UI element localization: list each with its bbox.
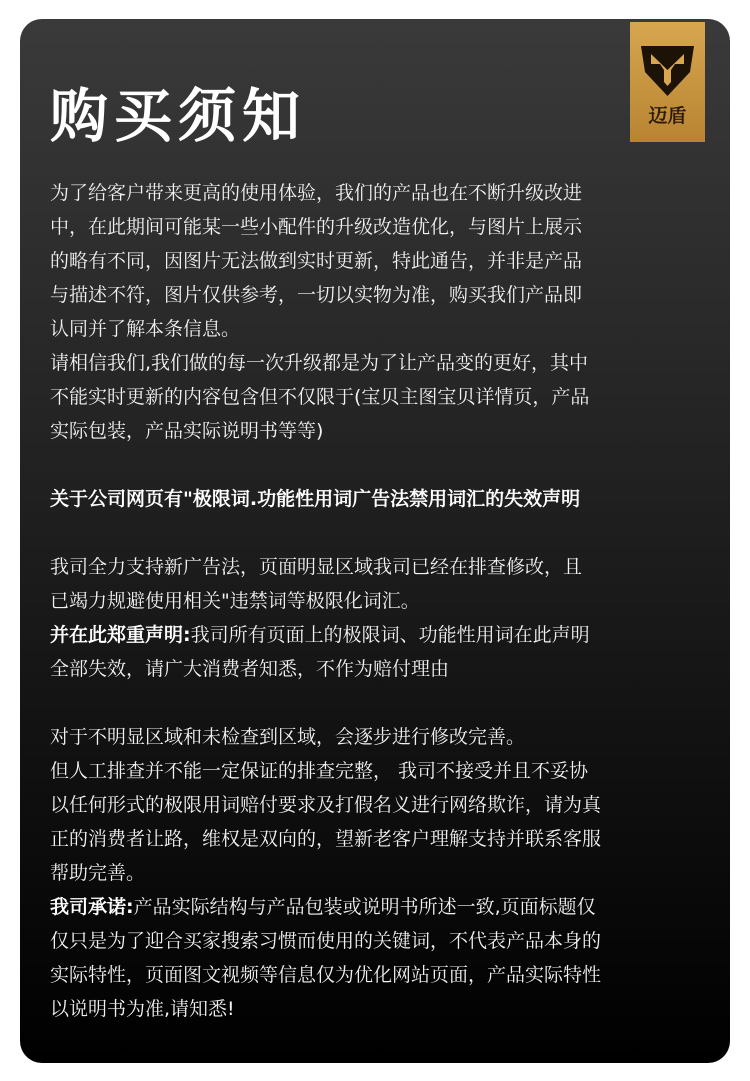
intro-line: 认同并了解本条信息。 (50, 318, 241, 340)
statement-line: 全部失效，请广大消费者知悉，不作为赔付理由 (50, 658, 450, 680)
intro-line: 请相信我们,我们做的每一次升级都是为了让产品变的更好，其中 (50, 352, 589, 374)
promise-text: 产品实际结构与产品包装或说明书所述一致,页面标题仅 (133, 896, 596, 918)
brand-logo (630, 22, 705, 142)
promise-line: 实际特性，页面图文视频等信息仅为优化网站页面，产品实际特性 (50, 964, 602, 986)
intro-line: 与描述不符，图片仅供参考，一切以实物为准，购买我们产品即 (50, 284, 583, 306)
section2-line: 已竭力规避使用相关"违禁词等极限化词汇。 (50, 590, 420, 612)
brand-name: 迈盾 (648, 105, 687, 127)
intro-line: 不能实时更新的内容包含但不仅限于(宝贝主图宝贝详情页，产品 (50, 386, 590, 408)
section3-line: 以任何形式的极限用词赔付要求及打假名义进行网络欺诈，请为真 (50, 794, 602, 816)
disclaimer-heading: 关于公司网页有"极限词.功能性用词广告法禁用词汇的失效声明 (50, 488, 581, 510)
page-title: 购买须知 (50, 82, 307, 150)
shield-m-icon (639, 40, 696, 100)
intro-line: 的略有不同，因图片无法做到实时更新，特此通告，并非是产品 (50, 250, 583, 272)
statement-label: 并在此郑重声明: (50, 624, 191, 646)
statement-line (50, 618, 715, 652)
section3-line: 正的消费者让路，维权是双向的，望新老客户理解支持并联系客服 (50, 828, 602, 850)
section3-line: 对于不明显区域和未检查到区域，会逐步进行修改完善。 (50, 726, 526, 748)
intro-line: 实际包装，产品实际说明书等等) (50, 420, 324, 442)
spacer (50, 686, 715, 720)
promise-label: 我司承诺: (50, 896, 134, 918)
promise-line: 以说明书为准,请知悉! (50, 998, 235, 1020)
intro-line: 中，在此期间可能某一些小配件的升级改造优化，与图片上展示 (50, 216, 583, 238)
promise-line (50, 890, 715, 924)
intro-line: 为了给客户带来更高的使用体验，我们的产品也在不断升级改进 (50, 182, 583, 204)
spacer (50, 516, 715, 550)
section3-line: 但人工排查并不能一定保证的排查完整， 我司不接受并且不妥协 (50, 760, 589, 782)
notice-body (50, 176, 715, 1026)
spacer (50, 448, 715, 482)
section3-line: 帮助完善。 (50, 862, 146, 884)
section2-line: 我司全力支持新广告法，页面明显区域我司已经在排查修改，且 (50, 556, 583, 578)
statement-text: 我司所有页面上的极限词、功能性用词在此声明 (190, 624, 590, 646)
notice-card (20, 19, 730, 1063)
promise-line: 仅只是为了迎合买家搜索习惯而使用的关键词，不代表产品本身的 (50, 930, 602, 952)
